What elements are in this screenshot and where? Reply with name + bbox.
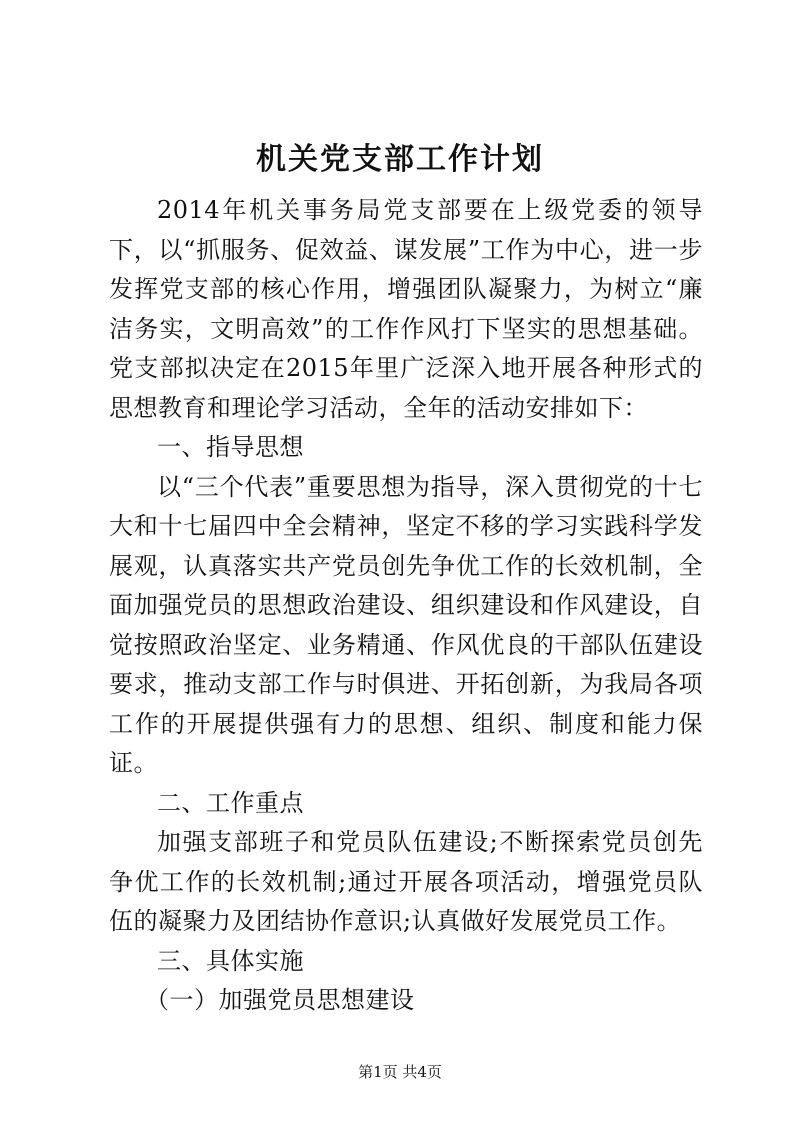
section-text-guiding-ideology: 以“三个代表”重要思想为指导，深入贯彻党的十七大和十七届四中全会精神，坚定不移的学习实践科学发展观，认真落实共产党员创先争优工作的长效机制，全面加强党员的思想政治建设、组织建设和作风建设，自觉按照政治坚定、业务精通、作风优良的干部队伍建设要求，推动支部工作与时俱进、开拓创新，为我局各项工作的开展提供强有力的思想、组织、制度和能力保证。: [109, 472, 703, 777]
page-footer: 第1页 共4页: [358, 1063, 442, 1081]
section-heading-implementation: 三、具体实施: [157, 946, 304, 975]
page-title: 机关党支部工作计划: [256, 142, 544, 177]
subsection-heading-ideological-building: （一）加强党员思想建设: [145, 986, 415, 1014]
document-body: [109, 191, 703, 1021]
intro-paragraph: 2014年机关事务局党支部要在上级党委的领导下，以“抓服务、促效益、谋发展”工作为中心，进一步发挥党支部的核心作用，增强团队凝聚力，为树立“廉洁务实，文明高效”的工作作风打下坚实的思想基础。党支部拟决定在2015年里广泛深入地开展各种形式的思想教育和理论学习活动，全年的活动安排如下：: [109, 196, 703, 422]
section-heading-work-focus: 二、工作重点: [157, 788, 304, 817]
section-heading-guiding-ideology: 一、指导思想: [157, 433, 304, 461]
section-text-work-focus: 加强支部班子和党员队伍建设;不断探索党员创先争优工作的长效机制;通过开展各项活动，增强党员队伍的凝聚力及团结协作意识;认真做好发展党员工作。: [109, 828, 703, 935]
